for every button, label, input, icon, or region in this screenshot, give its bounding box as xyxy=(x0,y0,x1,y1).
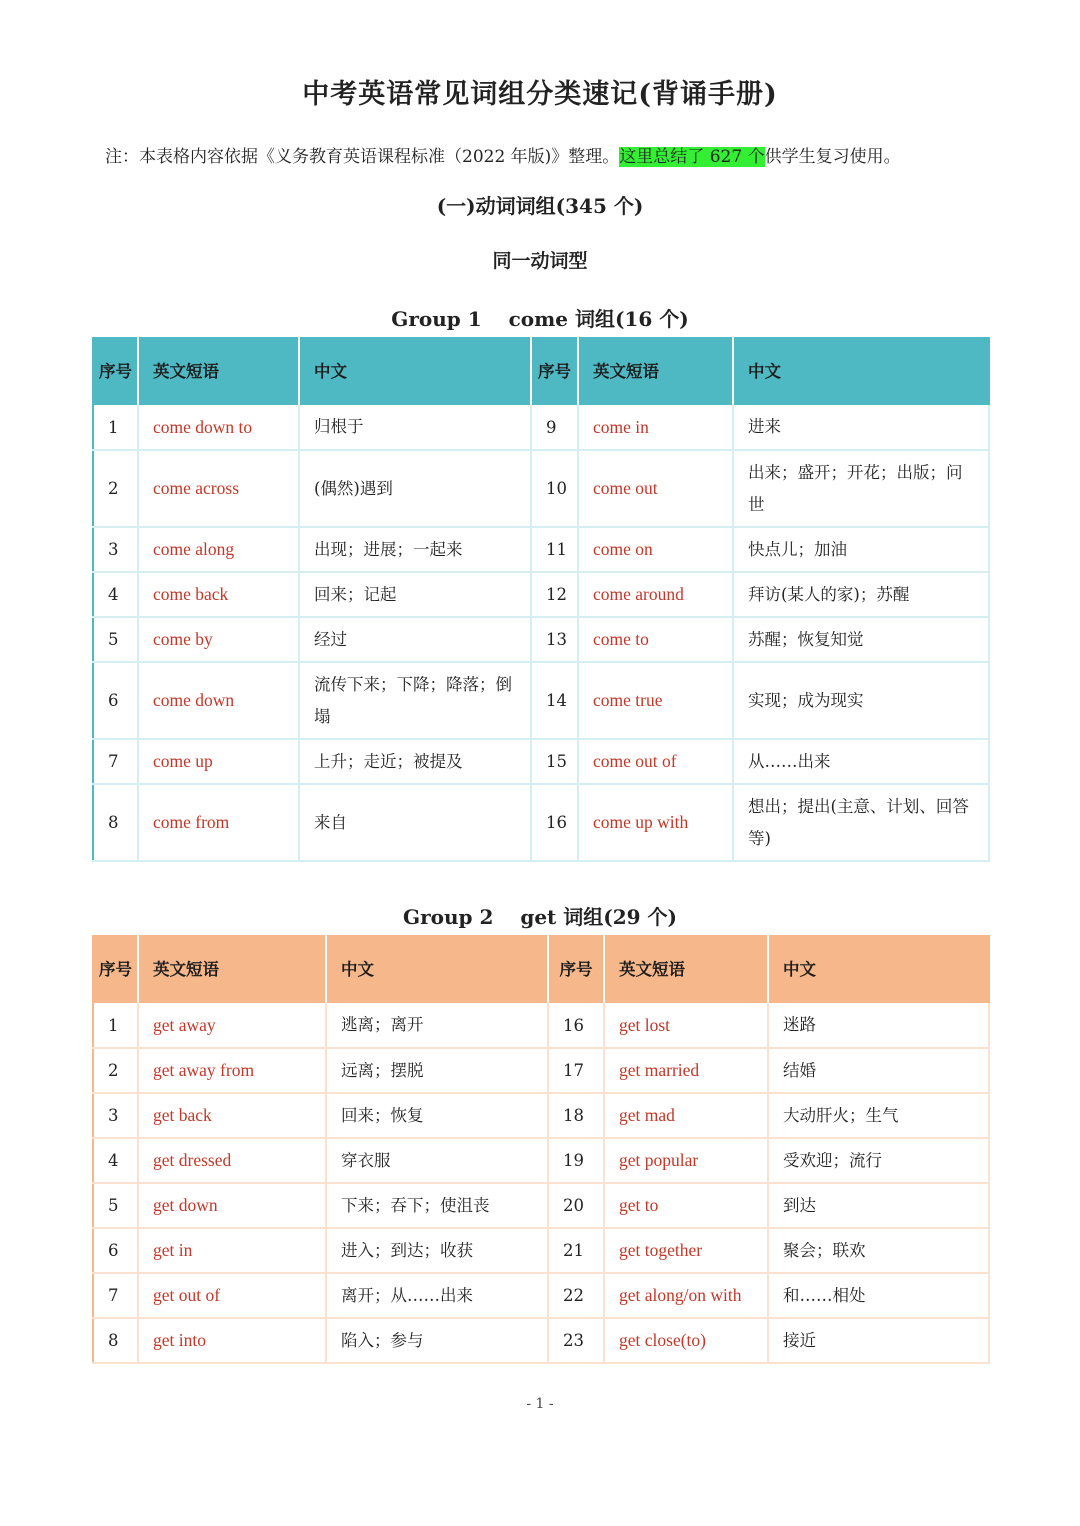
group1-title: Group 1 come 词组(16 个) xyxy=(391,307,689,331)
phrase-cn: 快点儿；加油 xyxy=(733,527,989,572)
row-num: 1 xyxy=(93,1003,138,1048)
row-num: 16 xyxy=(531,784,578,861)
phrase-cn: 实现；成为现实 xyxy=(733,662,989,739)
row-num: 15 xyxy=(531,739,578,784)
table-row xyxy=(93,1138,989,1183)
header-num: 序号 xyxy=(548,936,604,1003)
phrase-en: come down xyxy=(138,662,299,739)
phrase-cn: 穿衣服 xyxy=(326,1138,548,1183)
row-num: 7 xyxy=(93,739,138,784)
phrase-cn: 结婚 xyxy=(768,1048,989,1093)
note-text: 注：本表格内容依据《义务教育英语课程标准（2022 年版)》整理。 xyxy=(105,147,620,167)
phrase-en: get dressed xyxy=(138,1138,326,1183)
phrase-en: get out of xyxy=(138,1273,326,1318)
row-num: 23 xyxy=(548,1318,604,1363)
row-num: 8 xyxy=(93,784,138,861)
phrase-en: get lost xyxy=(604,1003,768,1048)
header-cn: 中文 xyxy=(733,338,989,405)
phrase-cn: 进来 xyxy=(733,405,989,450)
phrase-cn: 进入；到达；收获 xyxy=(326,1228,548,1273)
row-num: 2 xyxy=(93,1048,138,1093)
row-num: 7 xyxy=(93,1273,138,1318)
table-row xyxy=(93,1183,989,1228)
phrase-en: come back xyxy=(138,572,299,617)
phrase-en: come in xyxy=(578,405,733,450)
group1-table xyxy=(92,337,990,862)
header-num: 序号 xyxy=(93,936,138,1003)
phrase-cn: 逃离；离开 xyxy=(326,1003,548,1048)
table-row xyxy=(93,405,989,450)
phrase-en: come from xyxy=(138,784,299,861)
phrase-en: get mad xyxy=(604,1093,768,1138)
table-row xyxy=(93,450,989,527)
table-row xyxy=(93,1318,989,1363)
table-header-row xyxy=(93,338,989,405)
row-num: 11 xyxy=(531,527,578,572)
row-num: 21 xyxy=(548,1228,604,1273)
row-num: 6 xyxy=(93,1228,138,1273)
phrase-cn: 聚会；联欢 xyxy=(768,1228,989,1273)
table-row xyxy=(93,1228,989,1273)
phrase-en: come out of xyxy=(578,739,733,784)
row-num: 20 xyxy=(548,1183,604,1228)
phrase-en: get close(to) xyxy=(604,1318,768,1363)
phrase-cn: 接近 xyxy=(768,1318,989,1363)
section-title: (一)动词词组(345 个) xyxy=(436,194,644,218)
phrase-cn: 远离；摆脱 xyxy=(326,1048,548,1093)
note-text-end: 供学生复习使用。 xyxy=(764,147,901,167)
header-num: 序号 xyxy=(93,338,138,405)
page-number: - 1 - xyxy=(526,1396,554,1412)
row-num: 4 xyxy=(93,1138,138,1183)
row-num: 18 xyxy=(548,1093,604,1138)
phrase-cn: 迷路 xyxy=(768,1003,989,1048)
phrase-cn: 到达 xyxy=(768,1183,989,1228)
phrase-en: come down to xyxy=(138,405,299,450)
phrase-cn: 经过 xyxy=(299,617,531,662)
header-en: 英文短语 xyxy=(604,936,768,1003)
phrase-cn: 出现；进展；一起来 xyxy=(299,527,531,572)
phrase-en: come around xyxy=(578,572,733,617)
phrase-cn: 来自 xyxy=(299,784,531,861)
phrase-en: get together xyxy=(604,1228,768,1273)
table-row xyxy=(93,1048,989,1093)
table-header-row xyxy=(93,936,989,1003)
table-row xyxy=(93,527,989,572)
row-num: 6 xyxy=(93,662,138,739)
phrase-en: get to xyxy=(604,1183,768,1228)
phrase-cn: 拜访(某人的家)；苏醒 xyxy=(733,572,989,617)
phrase-cn: 和……相处 xyxy=(768,1273,989,1318)
row-num: 16 xyxy=(548,1003,604,1048)
table-row xyxy=(93,1093,989,1138)
phrase-cn: 受欢迎；流行 xyxy=(768,1138,989,1183)
phrase-en: come by xyxy=(138,617,299,662)
phrase-en: come on xyxy=(578,527,733,572)
header-en: 英文短语 xyxy=(578,338,733,405)
phrase-cn: 下来；吞下；使沮丧 xyxy=(326,1183,548,1228)
row-num: 8 xyxy=(93,1318,138,1363)
phrase-en: come along xyxy=(138,527,299,572)
row-num: 3 xyxy=(93,1093,138,1138)
phrase-cn: 从……出来 xyxy=(733,739,989,784)
note-line xyxy=(105,142,1005,167)
row-num: 13 xyxy=(531,617,578,662)
row-num: 1 xyxy=(93,405,138,450)
header-en: 英文短语 xyxy=(138,338,299,405)
phrase-en: get down xyxy=(138,1183,326,1228)
document-title: 中考英语常见词组分类速记(背诵手册) xyxy=(302,79,778,110)
header-num: 序号 xyxy=(531,338,578,405)
phrase-cn: (偶然)遇到 xyxy=(299,450,531,527)
phrase-en: get along/on with xyxy=(604,1273,768,1318)
phrase-cn: 离开；从……出来 xyxy=(326,1273,548,1318)
row-num: 5 xyxy=(93,1183,138,1228)
phrase-en: get married xyxy=(604,1048,768,1093)
phrase-en: come up xyxy=(138,739,299,784)
row-num: 19 xyxy=(548,1138,604,1183)
phrase-en: come true xyxy=(578,662,733,739)
phrase-cn: 回来；记起 xyxy=(299,572,531,617)
header-cn: 中文 xyxy=(299,338,531,405)
table-row xyxy=(93,617,989,662)
row-num: 4 xyxy=(93,572,138,617)
table-row xyxy=(93,1003,989,1048)
phrase-cn: 苏醒；恢复知觉 xyxy=(733,617,989,662)
phrase-cn: 想出；提出(主意、计划、回答等) xyxy=(733,784,989,861)
subsection-title: 同一动词型 xyxy=(492,250,588,272)
note-highlight: 这里总结了 627 个 xyxy=(619,147,765,167)
header-cn: 中文 xyxy=(326,936,548,1003)
table-row xyxy=(93,784,989,861)
row-num: 5 xyxy=(93,617,138,662)
row-num: 22 xyxy=(548,1273,604,1318)
phrase-cn: 归根于 xyxy=(299,405,531,450)
phrase-en: get away from xyxy=(138,1048,326,1093)
group2-table xyxy=(92,935,990,1364)
table-row xyxy=(93,739,989,784)
phrase-en: come to xyxy=(578,617,733,662)
phrase-cn: 回来；恢复 xyxy=(326,1093,548,1138)
header-en: 英文短语 xyxy=(138,936,326,1003)
row-num: 17 xyxy=(548,1048,604,1093)
phrase-cn: 流传下来；下降；降落；倒塌 xyxy=(299,662,531,739)
phrase-en: get back xyxy=(138,1093,326,1138)
phrase-cn: 上升；走近；被提及 xyxy=(299,739,531,784)
phrase-en: come out xyxy=(578,450,733,527)
header-cn: 中文 xyxy=(768,936,989,1003)
table-row xyxy=(93,662,989,739)
phrase-cn: 大动肝火；生气 xyxy=(768,1093,989,1138)
phrase-cn: 陷入；参与 xyxy=(326,1318,548,1363)
phrase-cn: 出来；盛开；开花；出版；问世 xyxy=(733,450,989,527)
row-num: 3 xyxy=(93,527,138,572)
row-num: 12 xyxy=(531,572,578,617)
phrase-en: get popular xyxy=(604,1138,768,1183)
row-num: 10 xyxy=(531,450,578,527)
row-num: 14 xyxy=(531,662,578,739)
phrase-en: come up with xyxy=(578,784,733,861)
phrase-en: come across xyxy=(138,450,299,527)
row-num: 2 xyxy=(93,450,138,527)
row-num: 9 xyxy=(531,405,578,450)
phrase-en: get away xyxy=(138,1003,326,1048)
table-row xyxy=(93,572,989,617)
table-row xyxy=(93,1273,989,1318)
phrase-en: get in xyxy=(138,1228,326,1273)
group2-title: Group 2 get 词组(29 个) xyxy=(403,905,677,929)
phrase-en: get into xyxy=(138,1318,326,1363)
